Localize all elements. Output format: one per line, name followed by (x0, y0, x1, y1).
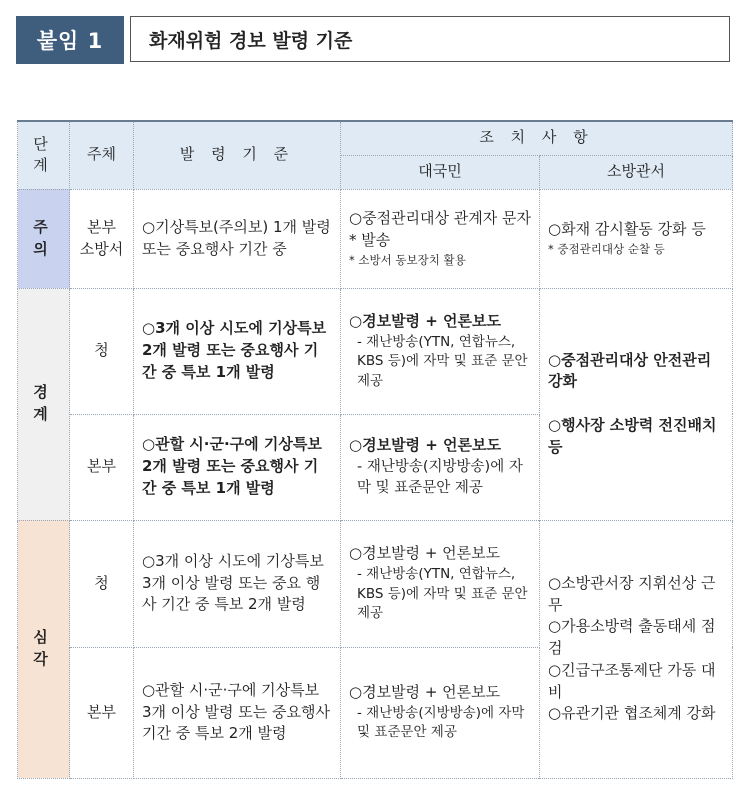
criteria-alert-2: ○관할 시·군·구에 기상특보 2개 발령 또는 중요행사 기간 중 특보 1개 발령 (134, 414, 341, 520)
public-serious-1-sub: - 재난방송(YTN, 연합뉴스, KBS 등)에 자막 및 표준 문안 제공 (357, 566, 528, 622)
document-header (16, 16, 732, 64)
public-alert-1-main: ○경보발령 + 언론보도 (349, 311, 502, 330)
header-criteria: 발 령 기 준 (134, 121, 341, 189)
stage-alert: 경 계 (18, 288, 70, 520)
fire-serious-4: ○유관기관 협조체계 강화 (548, 704, 716, 723)
public-alert-2 (341, 414, 540, 520)
fire-serious-2: ○가용소방력 출동태세 점검 (548, 617, 716, 658)
public-alert-1-sub: - 재난방송(YTN, 연합뉴스, KBS 등)에 자막 및 표준 문안 제공 (357, 333, 528, 389)
fire-serious (540, 520, 733, 778)
fire-caution (540, 189, 733, 288)
header-stage: 단 계 (18, 121, 70, 189)
fire-alert-2: ○행사장 소방력 전진배치 등 (548, 416, 717, 456)
public-alert-2-main: ○경보발령 + 언론보도 (349, 436, 502, 455)
criteria-serious-2: ○관할 시·군·구에 기상특보 3개 이상 발령 또는 중요행사 기간 중 특보 2개 발령 (134, 647, 341, 778)
public-alert-2-sub: - 재난방송(지방방송)에 자막 및 표준문안 제공 (357, 458, 523, 496)
public-serious-1 (341, 520, 540, 647)
criteria-serious-1: ○3개 이상 시도에 기상특보 3개 이상 발령 또는 중요 행사 기간 중 특보 2개 발령 (134, 520, 341, 647)
header-fire-office: 소방관서 (540, 155, 733, 189)
public-caution-main: ○중점관리대상 관계자 문자* 발송 (349, 209, 532, 250)
stage-serious: 심 각 (18, 520, 70, 778)
document-title: 화재위험 경보 발령 기준 (130, 16, 730, 62)
fire-alert (540, 288, 733, 520)
public-caution (341, 189, 540, 288)
subject-alert-2: 본부 (70, 414, 134, 520)
subject-caution: 본부 소방서 (70, 189, 134, 288)
fire-caution-main: ○화재 감시활동 강화 등 (548, 220, 706, 239)
public-serious-1-main: ○경보발령 + 언론보도 (349, 544, 501, 563)
fire-alert-1: ○중점관리대상 안전관리 강화 (548, 350, 712, 391)
subject-alert-1: 청 (70, 288, 134, 414)
subject-serious-1: 청 (70, 520, 134, 647)
header-subject: 주체 (70, 121, 134, 189)
criteria-alert-1: ○3개 이상 시도에 기상특보 2개 발령 또는 중요행사 기간 중 특보 1개 발령 (134, 288, 341, 414)
criteria-caution: ○기상특보(주의보) 1개 발령 또는 중요행사 기간 중 (134, 189, 341, 288)
public-serious-2 (341, 647, 540, 778)
public-serious-2-sub: - 재난방송(지방방송)에 자막 및 표준문안 제공 (357, 704, 525, 741)
public-serious-2-main: ○경보발령 + 언론보도 (349, 683, 501, 702)
stage-caution: 주 의 (18, 189, 70, 288)
header-public: 대국민 (341, 155, 540, 189)
fire-serious-1: ○소방관서장 지휘선상 근무 (548, 573, 716, 614)
fire-serious-3: ○긴급구조통제단 가동 대비 (548, 660, 716, 701)
public-alert-1 (341, 288, 540, 414)
subject-serious-2: 본부 (70, 647, 134, 778)
attachment-tag: 붙임 1 (16, 16, 124, 64)
fire-caution-note: * 중점관리대상 순찰 등 (548, 242, 665, 257)
header-measures: 조 치 사 항 (341, 121, 733, 155)
public-caution-note: * 소방서 동보장치 활용 (349, 252, 466, 267)
alert-criteria-table (17, 120, 733, 779)
